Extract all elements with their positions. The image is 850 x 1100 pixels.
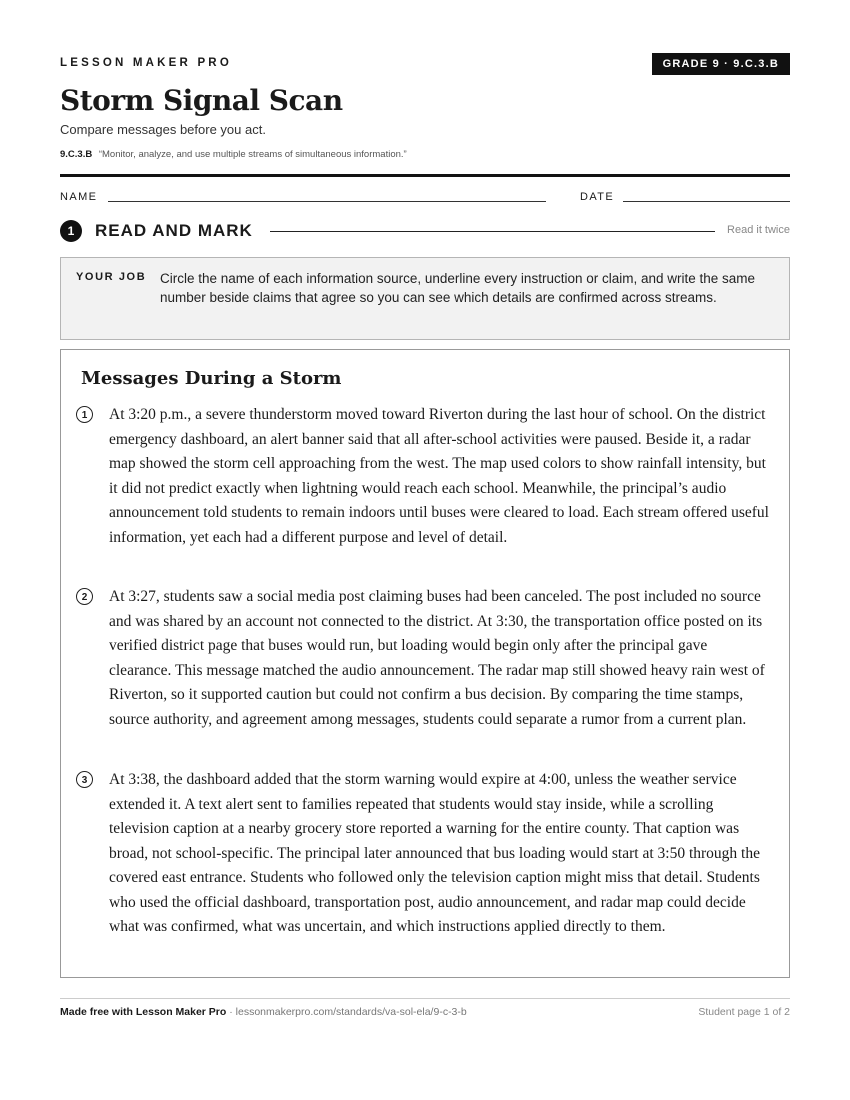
footer-divider	[60, 998, 790, 999]
section-header	[60, 220, 790, 242]
date-field[interactable]	[623, 201, 790, 202]
paragraph-number: 2	[76, 588, 93, 605]
paragraph-number: 3	[76, 771, 93, 788]
brand-name: LESSON MAKER PRO	[60, 57, 232, 69]
instructions-label: YOUR JOB	[76, 271, 147, 283]
standard-line	[60, 149, 407, 160]
footer-url[interactable]: · lessonmakerpro.com/standards/va-sol-ela/9-c-3-b	[226, 1006, 467, 1018]
footer-made-by: Made free with Lesson Maker Pro	[60, 1006, 227, 1018]
name-label: NAME	[60, 191, 98, 203]
paragraph-text: At 3:38, the dashboard added that the storm warning would expire at 4:00, unless the weather service extended it. A text alert sent to families repeated that students would stay inside, while a scrolling television caption at a nearby grocery store reported a warning for the entire county. That caption was broad, not school-specific. The principal later announced that bus loading would start at 3:50 through the covered east entrance. Students who followed only the television caption might miss that detail. Students who used the official dashboard, transportation post, audio announcement, and radar map could decide what was confirmed, what was uncertain, and which instructions applied directly to them.	[109, 771, 760, 935]
reading-passage	[60, 349, 790, 978]
section-divider	[270, 231, 715, 232]
header-divider	[60, 174, 790, 177]
footer-page-number: Student page 1 of 2	[698, 1006, 790, 1018]
passage-title: Messages During a Storm	[81, 368, 342, 389]
paragraph-number: 1	[76, 406, 93, 423]
instructions-box	[60, 257, 790, 340]
standard-code: 9.C.3.B	[60, 149, 93, 160]
section-note: Read it twice	[727, 224, 790, 236]
standard-text: “Monitor, analyze, and use multiple streams of simultaneous information.”	[98, 149, 407, 160]
section-title: READ AND MARK	[95, 221, 253, 240]
paragraph-text: At 3:20 p.m., a severe thunderstorm moved toward Riverton during the last hour of school. On the district emergency dashboard, an alert banner said that all after-school activities were paused. Beside it, a radar map showed the storm cell approaching from the west. The map used colors to show rainfall intensity, but it did not predict exactly when lightning would reach each school. Meanwhile, the principal’s audio announcement told students to remain indoors until buses were cleared to load. Each stream offered useful information, yet each had a different purpose and level of detail.	[109, 406, 769, 546]
instructions-text: Circle the name of each information source, underline every instruction or claim, and write the same number beside claims that agree so you can see which details are confirmed across streams.	[160, 271, 756, 305]
name-field[interactable]	[108, 201, 546, 202]
grade-badge: GRADE 9 · 9.C.3.B	[652, 53, 790, 75]
name-date-row	[60, 191, 790, 205]
page-subtitle: Compare messages before you act.	[60, 122, 266, 137]
footer-credit	[60, 1006, 467, 1018]
section-number-badge: 1	[60, 220, 82, 242]
date-label: DATE	[580, 191, 615, 203]
paragraph-text: At 3:27, students saw a social media post claiming buses had been canceled. The post included no source and was shared by an account not connected to the district. At 3:30, the transportation office posted on its verified district page that buses would run, but loading would begin only after the principal gave clearance. This message matched the audio announcement. The radar map still showed heavy rain west of Riverton, so it supported caution but could not confirm a bus decision. By comparing the time stamps, source authority, and agreement among messages, students could separate a rumor from a current plan.	[109, 588, 765, 728]
page-title: Storm Signal Scan	[60, 84, 343, 117]
